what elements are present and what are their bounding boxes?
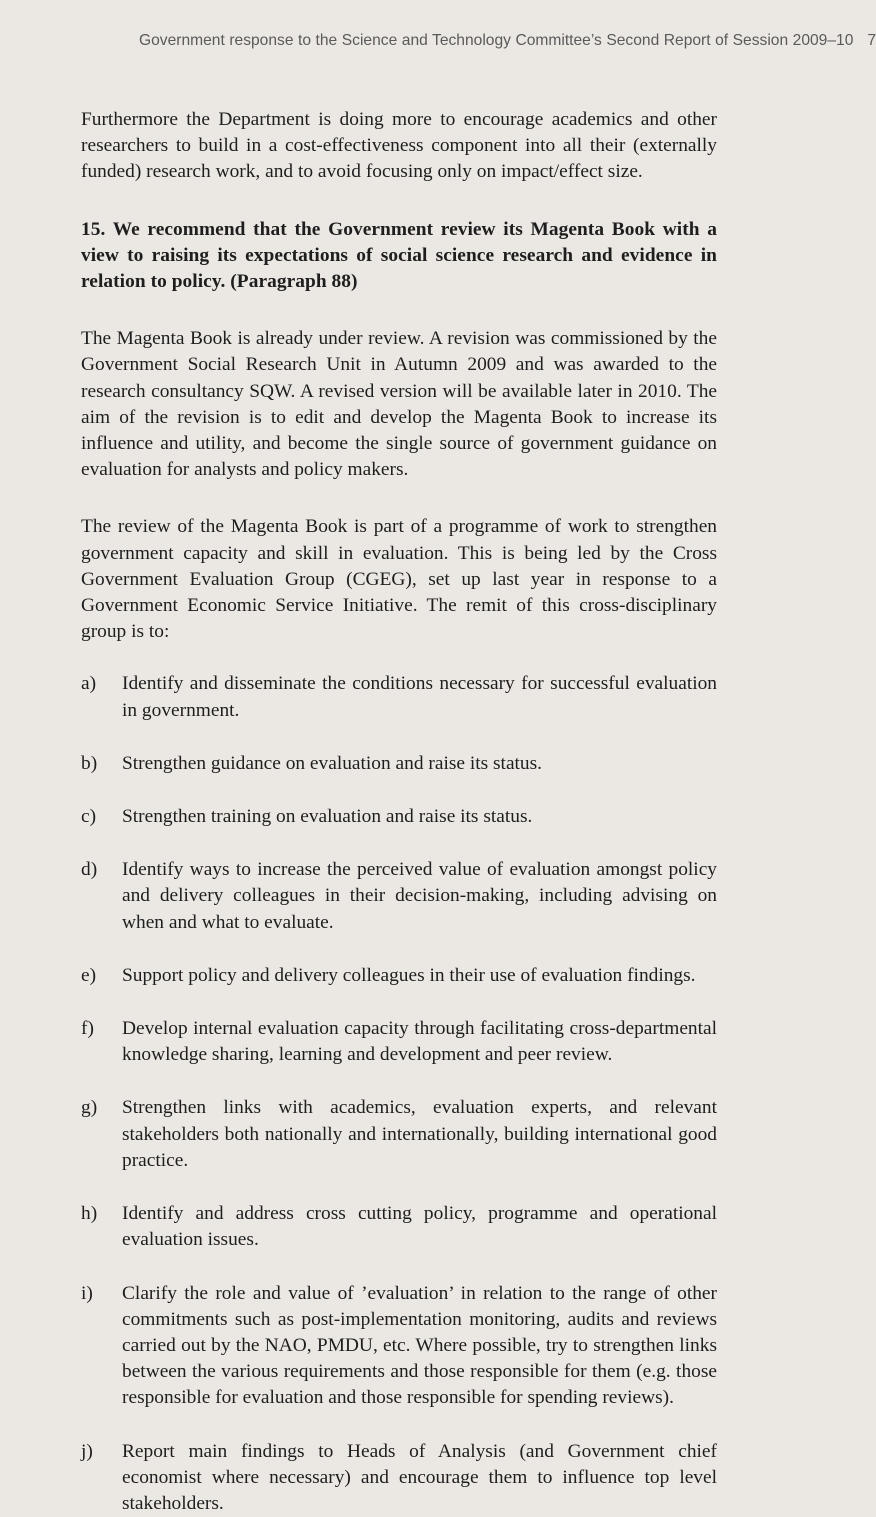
intro-paragraph: Furthermore the Department is doing more to encourage academics and other researchers to build in a cost-effectiveness component into all their (externally funded) research work, and to avoid focusing only on impact/effect size. — [81, 109, 717, 183]
list-item-text: Identify ways to increase the perceived value of evaluation amongst policy and delivery colleagues in their decision-making, including advising on when and what to evaluate. — [122, 859, 717, 933]
list-item-c — [81, 804, 717, 830]
list-item-b — [81, 751, 717, 777]
list-marker: j) — [81, 1440, 93, 1462]
list-item-d — [81, 857, 717, 936]
list-marker: c) — [81, 806, 97, 828]
list-item-e — [81, 963, 717, 989]
magenta-book-paragraph: The Magenta Book is already under review. A revision was commissioned by the Government Social Research Unit in Autumn 2009 and was awarded to the research consultancy SQW. A revised version will be available later in 2010. The aim of the revision is to edit and develop the Magenta Book to increase its influence and utility, and become the single source of government guidance on evaluation for analysts and policy makers. — [81, 328, 717, 481]
running-header — [139, 32, 876, 50]
page-number: 7 — [867, 32, 876, 49]
list-item-text: Clarify the role and value of ’evaluation’ in relation to the range of other commitments such as post-implementation monitoring, audits and reviews carried out by the NAO, PMDU, etc. Where possible, try to strengthen links between the various requirements and those responsible for them (e.g. those responsible for evaluation and those responsible for spending reviews). — [122, 1282, 717, 1409]
remit-list — [81, 671, 717, 1517]
list-marker: g) — [81, 1097, 98, 1119]
list-marker: f) — [81, 1018, 94, 1040]
list-item-f — [81, 1016, 717, 1068]
document-body — [81, 107, 717, 1517]
list-item-text: Strengthen training on evaluation and raise its status. — [122, 806, 533, 828]
list-item-text: Strengthen links with academics, evaluation experts, and relevant stakeholders both nationally and internationally, building international good practice. — [122, 1097, 717, 1171]
list-item-text: Support policy and delivery colleagues in their use of evaluation findings. — [122, 964, 696, 986]
list-item-h — [81, 1201, 717, 1253]
list-item-a — [81, 671, 717, 723]
list-item-text: Identify and address cross cutting policy, programme and operational evaluation issues. — [122, 1203, 717, 1251]
list-marker: h) — [81, 1203, 98, 1225]
list-item-i — [81, 1281, 717, 1412]
list-marker: i) — [81, 1282, 93, 1304]
review-paragraph: The review of the Magenta Book is part of a programme of work to strengthen government capacity and skill in evaluation. This is being led by the Cross Government Evaluation Group (CGEG), set up last year in response to a Government Economic Service Initiative. The remit of this cross-disciplinary group is to: — [81, 516, 717, 643]
list-item-text: Strengthen guidance on evaluation and raise its status. — [122, 752, 543, 774]
list-marker: e) — [81, 964, 97, 986]
list-marker: a) — [81, 673, 97, 695]
list-item-j — [81, 1439, 717, 1517]
running-header-title: Government response to the Science and Technology Committee’s Second Report of Session 2009–10 — [139, 32, 854, 49]
list-marker: b) — [81, 752, 98, 774]
list-item-text: Identify and disseminate the conditions necessary for successful evaluation in government. — [122, 673, 717, 721]
list-marker: d) — [81, 859, 98, 881]
list-item-g — [81, 1095, 717, 1174]
list-item-text: Develop internal evaluation capacity through facilitating cross-departmental knowledge sharing, learning and development and peer review. — [122, 1018, 717, 1066]
list-item-text: Report main findings to Heads of Analysis (and Government chief economist where necessary) and encourage them to influence top level stakeholders. — [122, 1440, 717, 1514]
recommendation-15: 15. We recommend that the Government review its Magenta Book with a view to raising its expectations of social science research and evidence in relation to policy. (Paragraph 88) — [81, 218, 717, 293]
